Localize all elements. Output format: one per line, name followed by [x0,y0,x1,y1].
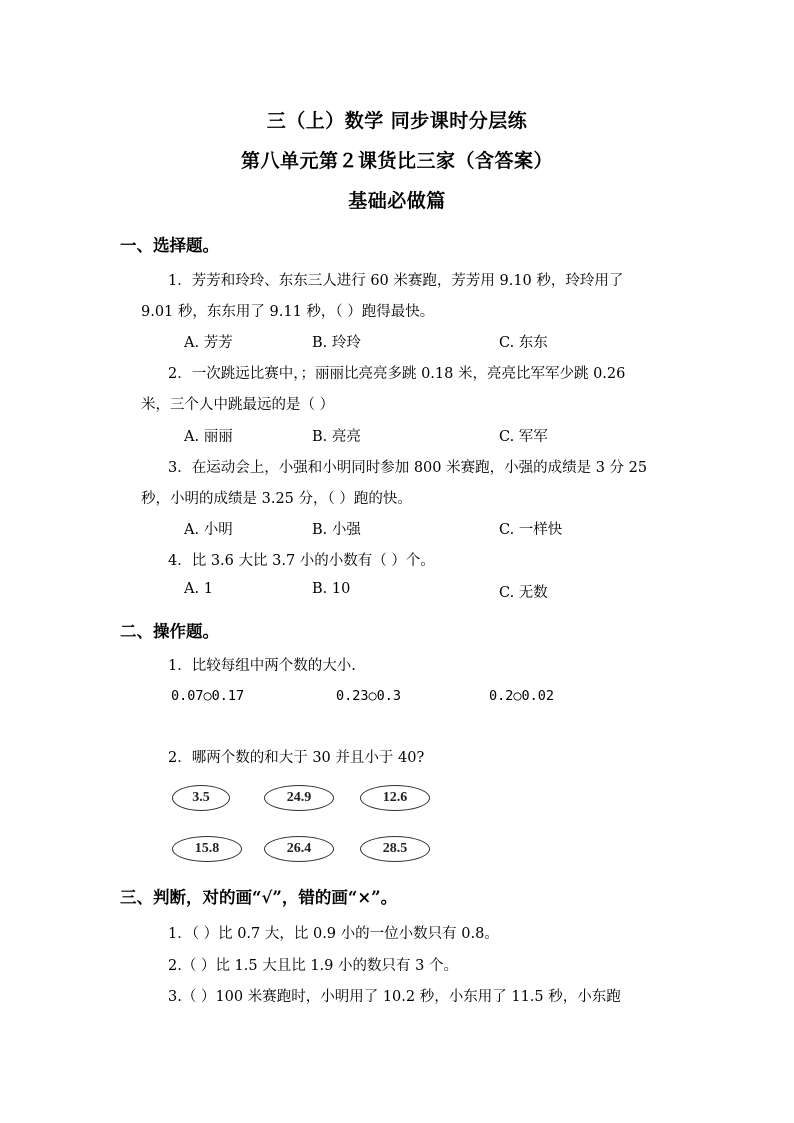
question-4-option-a: A. 1 [184,581,213,597]
judge-item-1: 1．（ ）比 0.7 大，比 0.9 小的一位小数只有 0.8。 [168,926,499,942]
lesson-title: 第八单元第２课货比三家（含答案） [240,150,553,172]
section-heading-choice: 一、选择题。 [120,236,219,255]
question-1-line-1: 1．芳芳和玲玲、东东三人进行 60 米赛跑，芳芳用 9.10 秒，玲玲用了 [168,273,624,289]
section-heading-operation: 二、操作题。 [120,622,219,641]
number-oval: 28.5 [360,836,430,862]
number-oval: 24.9 [264,785,334,811]
question-4-option-b: B. 10 [312,581,351,597]
question-4-line-1: 4．比 3.6 大比 3.7 小的小数有（ ）个。 [168,553,435,569]
question-3-line-2: 秒，小明的成绩是 3.25 分，（ ）跑的快。 [141,491,412,507]
section-heading-judge: 三、判断，对的画“√”，错的画“×”。 [120,888,398,907]
level-title: 基础必做篇 [348,190,446,212]
number-oval: 12.6 [360,785,430,811]
number-oval: 15.8 [172,836,242,862]
number-oval: 26.4 [264,836,334,862]
compare-pair-1: 0.07○0.17 [171,688,245,704]
question-1-option-b: B. 玲玲 [312,335,361,351]
document-title: 三（上）数学 同步课时分层练 [266,110,528,132]
compare-pair-2: 0.23○0.3 [336,688,402,704]
question-3-option-a: A. 小明 [184,522,233,538]
question-1-line-2: 9.01 秒，东东用了 9.11 秒，（ ）跑得最快。 [141,304,435,320]
question-3-line-1: 3．在运动会上，小强和小明同时参加 800 米赛跑，小强的成绩是 3 分 25 [168,460,648,476]
question-1-option-a: A. 芳芳 [184,335,233,351]
question-2-option-c: C. 军军 [499,429,548,445]
question-2-line-2: 米，三个人中跳最远的是（ ） [141,397,335,413]
question-4-option-c: C. 无数 [499,585,548,601]
compare-pair-3: 0.2○0.02 [489,688,555,704]
question-2-option-a: A. 丽丽 [184,429,233,445]
question-2-option-b: B. 亮亮 [312,429,361,445]
operation-question-1: 1．比较每组中两个数的大小. [168,658,356,674]
judge-item-2: 2.（ ）比 1.5 大且比 1.9 小的数只有 3 个。 [168,958,458,974]
operation-question-2: 2．哪两个数的和大于 30 并且小于 40? [168,750,425,766]
question-3-option-b: B. 小强 [312,522,361,538]
question-1-option-c: C. 东东 [499,335,548,351]
number-oval: 3.5 [172,785,230,811]
question-3-option-c: C. 一样快 [499,522,563,538]
judge-item-3: 3.（ ）100 米赛跑时，小明用了 10.2 秒，小东用了 11.5 秒，小东跑 [168,989,621,1005]
question-2-line-1: 2．一次跳远比赛中，；丽丽比亮亮多跳 0.18 米，亮亮比军军少跳 0.26 [168,366,626,382]
